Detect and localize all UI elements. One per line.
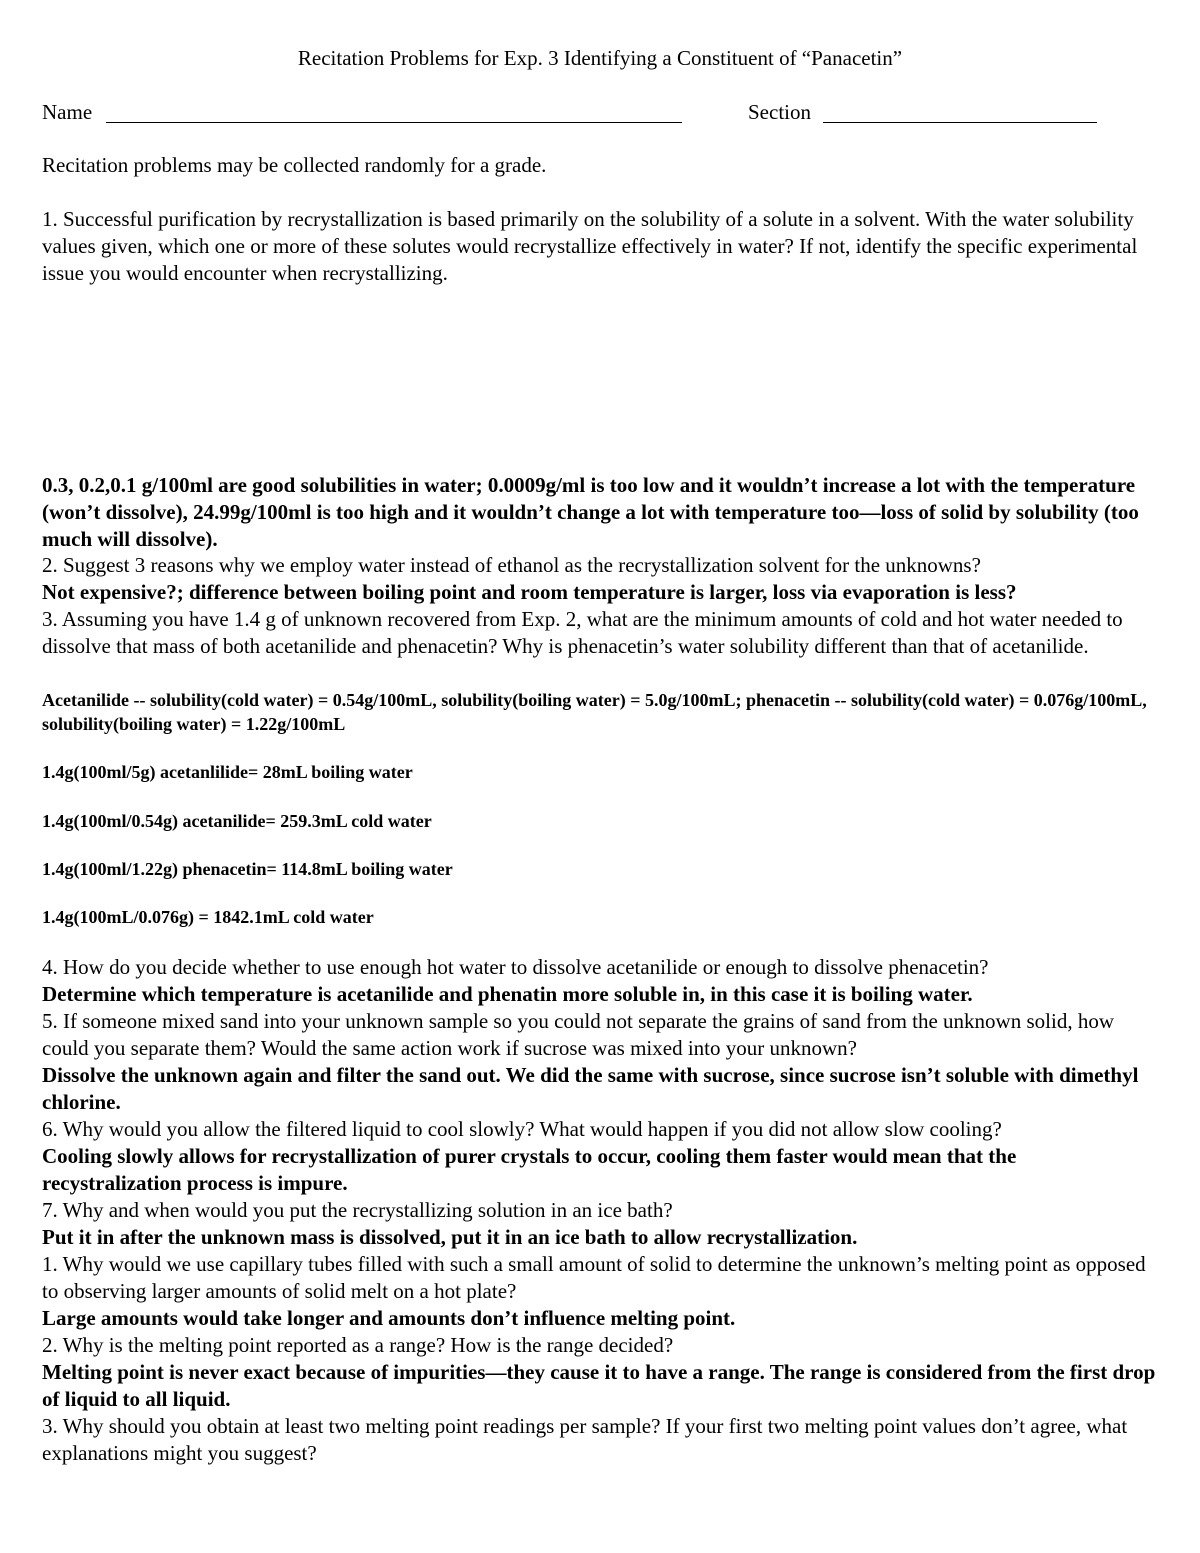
name-section-row: [42, 98, 1158, 128]
question-7: 7. Why and when would you put the recrystallizing solution in an ice bath?: [42, 1198, 673, 1222]
melting-answer-2: Melting point is never exact because of impurities—they cause it to have a range. The range is considered from the first drop of liquid to all liquid.: [42, 1360, 1156, 1411]
name-blank-line: [106, 122, 682, 123]
calculation-1: 1.4g(100ml/5g) acetanlilide= 28mL boiling water: [42, 762, 413, 782]
question-1: 1. Successful purification by recrystallization is based primarily on the solubility of a solute in a solvent. With the water solubility values given, which one or more of these solutes would recrystallize effectively in water? If not, identify the specific experimental issue you would encounter when recrystallizing.: [42, 207, 1138, 285]
question-2: 2. Suggest 3 reasons why we employ water instead of ethanol as the recrystallization solvent for the unknowns?: [42, 553, 981, 577]
melting-answer-1: Large amounts would take longer and amounts don’t influence melting point.: [42, 1306, 736, 1330]
melting-question-2: 2. Why is the melting point reported as a range? How is the range decided?: [42, 1333, 674, 1357]
melting-question-3: 3. Why should you obtain at least two melting point readings per sample? If your first two melting point values don’t agree, what explanations might you suggest?: [42, 1414, 1128, 1465]
section-blank-line: [823, 122, 1097, 123]
answer-1: 0.3, 0.2,0.1 g/100ml are good solubilities in water; 0.0009g/ml is too low and it wouldn’t increase a lot with the temperature (won’t dissolve), 24.99g/100ml is too high and it wouldn’t change a lot with temperature too—loss of solid by solubility (too much will dissolve).: [42, 473, 1139, 551]
question-3: 3. Assuming you have 1.4 g of unknown recovered from Exp. 2, what are the minimum amounts of cold and hot water needed to dissolve that mass of both acetanilide and phenacetin? Why is phenacetin’s water solubility different than that of acetanilide.: [42, 607, 1123, 658]
calculation-3: 1.4g(100ml/1.22g) phenacetin= 114.8mL boiling water: [42, 859, 453, 879]
answer-6: Cooling slowly allows for recrystallization of purer crystals to occur, cooling them faster would mean that the recystralization process is impure.: [42, 1144, 1017, 1195]
melting-question-1: 1. Why would we use capillary tubes filled with such a small amount of solid to determine the unknown’s melting point as opposed to observing larger amounts of solid melt on a hot plate?: [42, 1252, 1146, 1303]
calculation-4: 1.4g(100mL/0.076g) = 1842.1mL cold water: [42, 907, 374, 927]
answer-2: Not expensive?; difference between boiling point and room temperature is larger, loss via evaporation is less?: [42, 580, 1017, 604]
intro-text: Recitation problems may be collected randomly for a grade.: [42, 153, 547, 177]
name-label: Name: [42, 100, 93, 124]
question-4: 4. How do you decide whether to use enough hot water to dissolve acetanilide or enough to dissolve phenacetin?: [42, 955, 989, 979]
answer-4: Determine which temperature is acetanilide and phenatin more soluble in, in this case it is boiling water.: [42, 982, 973, 1006]
question-6: 6. Why would you allow the filtered liquid to cool slowly? What would happen if you did not allow slow cooling?: [42, 1117, 1002, 1141]
answer-3: Acetanilide -- solubility(cold water) = 0.54g/100mL, solubility(boiling water) = 5.0g/100mL; phenacetin -- solubility(cold water) = 0.076g/100mL, solubility(boiling water) = 1.22g/100mL: [42, 690, 1147, 734]
answer-7: Put it in after the unknown mass is dissolved, put it in an ice bath to allow recrystallization.: [42, 1225, 858, 1249]
page-title: Recitation Problems for Exp. 3 Identifying a Constituent of “Panacetin”: [297, 46, 903, 70]
section-label: Section: [748, 100, 811, 124]
question-5: 5. If someone mixed sand into your unknown sample so you could not separate the grains of sand from the unknown solid, how could you separate them? Would the same action work if sucrose was mixed into your unknown?: [42, 1009, 1114, 1060]
calculation-2: 1.4g(100ml/0.54g) acetanilide= 259.3mL cold water: [42, 811, 432, 831]
answer-5: Dissolve the unknown again and filter the sand out. We did the same with sucrose, since sucrose isn’t soluble with dimethyl chlorine.: [42, 1063, 1139, 1114]
